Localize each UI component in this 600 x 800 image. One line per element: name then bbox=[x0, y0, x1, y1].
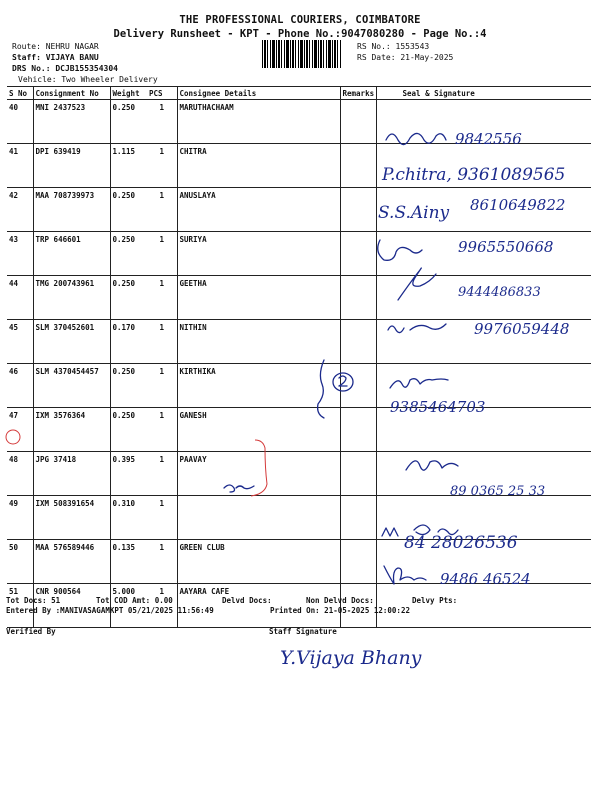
row-sno: 41 bbox=[7, 144, 33, 188]
row-weight: 0.250 bbox=[110, 276, 147, 320]
printed-on: Printed On: 21-05-2025 12:00:22 bbox=[270, 606, 410, 615]
row-consignment: IXM 3576364 bbox=[33, 408, 110, 452]
barcode bbox=[262, 40, 342, 68]
row-signature bbox=[376, 100, 591, 144]
row-consignment: TMG 200743961 bbox=[33, 276, 110, 320]
row-consignee bbox=[177, 496, 340, 540]
row-signature bbox=[376, 496, 591, 540]
row-consignment: SLM 4370454457 bbox=[33, 364, 110, 408]
row-sno: 51 bbox=[7, 584, 33, 628]
handwritten-phone-50: 84 28026536 bbox=[404, 533, 518, 553]
row-remarks bbox=[340, 188, 376, 232]
row-pcs: 1 bbox=[147, 540, 177, 584]
col-signature: Seal & Signature bbox=[376, 87, 591, 100]
row-pcs: 1 bbox=[147, 100, 177, 144]
row-consignment: MAA 708739973 bbox=[33, 188, 110, 232]
row-weight: 0.250 bbox=[110, 364, 147, 408]
row-consignment: DPI 639419 bbox=[33, 144, 110, 188]
drs-text: DRS No.: DCJB155354304 bbox=[12, 64, 118, 73]
row-weight: 0.395 bbox=[110, 452, 147, 496]
delvd-docs: Delvd Docs: bbox=[222, 596, 272, 605]
row-signature bbox=[376, 276, 591, 320]
row-consignment: SLM 370452601 bbox=[33, 320, 110, 364]
row-consignment: IXM 508391654 bbox=[33, 496, 110, 540]
row-pcs: 1 bbox=[147, 452, 177, 496]
handwritten-phone-47: 9385464703 bbox=[390, 398, 486, 416]
tot-cod: Tot COD Amt: 0.00 bbox=[96, 596, 173, 605]
handwritten-phone-44: 9444486833 bbox=[458, 285, 541, 300]
row-weight: 0.250 bbox=[110, 232, 147, 276]
row-weight: 1.115 bbox=[110, 144, 147, 188]
table-row bbox=[7, 452, 591, 496]
handwritten-phone-51: 9486 46524 bbox=[440, 570, 531, 588]
row-consignee: MARUTHACHAAM bbox=[177, 100, 340, 144]
delvy-pts: Delvy Pts: bbox=[412, 596, 458, 605]
row-pcs: 1 bbox=[147, 584, 177, 628]
row-consignment: JPG 37418 bbox=[33, 452, 110, 496]
row-consignee: KIRTHIKA bbox=[177, 364, 340, 408]
row-pcs: 1 bbox=[147, 276, 177, 320]
company-title: THE PROFESSIONAL COURIERS, COIMBATORE bbox=[179, 14, 421, 26]
handwritten-phone-42: 8610649822 bbox=[470, 196, 566, 214]
table-row bbox=[7, 188, 591, 232]
row-signature bbox=[376, 320, 591, 364]
row-sno: 47 bbox=[7, 408, 33, 452]
row-remarks bbox=[340, 496, 376, 540]
row-signature bbox=[376, 232, 591, 276]
row-consignment: MAA 576589446 bbox=[33, 540, 110, 584]
row-signature bbox=[376, 452, 591, 496]
entered-by: Entered By :MANIVASAGAMKPT 05/21/2025 11:56:49 bbox=[6, 606, 214, 615]
row-remarks bbox=[340, 320, 376, 364]
vehicle-text: Vehicle: Two Wheeler Delivery bbox=[18, 75, 158, 84]
row-sno: 48 bbox=[7, 452, 33, 496]
row-remarks bbox=[340, 452, 376, 496]
handwritten-phone-45: 9976059448 bbox=[474, 320, 570, 338]
row-consignment: TRP 646601 bbox=[33, 232, 110, 276]
row-consignee: GEETHA bbox=[177, 276, 340, 320]
meta-left bbox=[12, 41, 158, 85]
row-signature bbox=[376, 540, 591, 584]
row-consignee: GANESH bbox=[177, 408, 340, 452]
row-sno: 46 bbox=[7, 364, 33, 408]
table-header-row bbox=[7, 87, 591, 100]
row-remarks bbox=[340, 100, 376, 144]
rs-date-text: RS Date: 21-May-2025 bbox=[357, 53, 454, 62]
runsheet-title: Delivery Runsheet - KPT - Phone No.:9047080280 - Page No.:4 bbox=[113, 28, 487, 40]
row-remarks bbox=[340, 540, 376, 584]
row-sno: 43 bbox=[7, 232, 33, 276]
table-row bbox=[7, 144, 591, 188]
verified-by: Verified By bbox=[6, 627, 56, 636]
row-sno: 50 bbox=[7, 540, 33, 584]
col-consignment: Consignment No bbox=[33, 87, 110, 100]
row-pcs: 1 bbox=[147, 188, 177, 232]
col-consignee: Consignee Details bbox=[177, 87, 340, 100]
row-weight: 0.250 bbox=[110, 188, 147, 232]
table-row bbox=[7, 320, 591, 364]
row-consignment: MNI 2437523 bbox=[33, 100, 110, 144]
row-remarks bbox=[340, 408, 376, 452]
table-row bbox=[7, 100, 591, 144]
row-pcs: 1 bbox=[147, 232, 177, 276]
row-pcs: 1 bbox=[147, 320, 177, 364]
handwritten-phone-40: 9842556 bbox=[455, 130, 522, 148]
handwritten-phone-49: 89 0365 25 33 bbox=[450, 484, 546, 499]
row-sno: 45 bbox=[7, 320, 33, 364]
row-consignee: AAYARA CAFE bbox=[177, 584, 340, 628]
row-pcs: 1 bbox=[147, 144, 177, 188]
row-remarks bbox=[340, 144, 376, 188]
tot-docs: Tot Docs: 51 bbox=[6, 596, 61, 605]
handwritten-note-41: P.chitra, 9361089565 bbox=[382, 165, 566, 185]
col-sno: S No bbox=[7, 87, 33, 100]
row-pcs: 1 bbox=[147, 496, 177, 540]
row-weight: 0.135 bbox=[110, 540, 147, 584]
row-consignee: PAAVAY bbox=[177, 452, 340, 496]
table-row bbox=[7, 276, 591, 320]
table-row bbox=[7, 232, 591, 276]
row-consignee: GREEN CLUB bbox=[177, 540, 340, 584]
row-consignee: ANUSLAYA bbox=[177, 188, 340, 232]
row-signature bbox=[376, 408, 591, 452]
row-signature bbox=[376, 188, 591, 232]
table-row bbox=[7, 408, 591, 452]
row-weight: 0.310 bbox=[110, 496, 147, 540]
table-row bbox=[7, 540, 591, 584]
row-remarks bbox=[340, 232, 376, 276]
row-pcs: 1 bbox=[147, 364, 177, 408]
runsheet-table bbox=[7, 86, 591, 628]
row-consignee: NITHIN bbox=[177, 320, 340, 364]
row-sno: 40 bbox=[7, 100, 33, 144]
meta-right bbox=[357, 41, 453, 63]
row-weight: 5.000 bbox=[110, 584, 147, 628]
staff-signature-handwriting: Y.Vijaya Bhany bbox=[280, 647, 422, 669]
row-consignee: SURIYA bbox=[177, 232, 340, 276]
col-weight: Weight bbox=[110, 87, 147, 100]
row-pcs: 1 bbox=[147, 408, 177, 452]
staff-text: Staff: VIJAYA BANU bbox=[12, 53, 99, 62]
row-signature bbox=[376, 364, 591, 408]
col-pcs: PCS bbox=[147, 87, 177, 100]
row-weight: 0.250 bbox=[110, 100, 147, 144]
handwritten-phone-43: 9965550668 bbox=[458, 238, 554, 256]
row-consignee: CHITRA bbox=[177, 144, 340, 188]
row-sno: 42 bbox=[7, 188, 33, 232]
row-signature bbox=[376, 144, 591, 188]
row-weight: 0.250 bbox=[110, 408, 147, 452]
row-sno: 49 bbox=[7, 496, 33, 540]
col-remarks: Remarks bbox=[340, 87, 376, 100]
route-text: Route: NEHRU NAGAR bbox=[12, 42, 99, 51]
row-consignment: CNR 900564 bbox=[33, 584, 110, 628]
handwritten-name-42: S.S.Ainy bbox=[378, 203, 450, 223]
rs-no-text: RS No.: 1553543 bbox=[357, 42, 430, 51]
table-row bbox=[7, 364, 591, 408]
row-remarks bbox=[340, 276, 376, 320]
row-sno: 44 bbox=[7, 276, 33, 320]
table-row bbox=[7, 496, 591, 540]
row-remarks bbox=[340, 364, 376, 408]
staff-signature-label: Staff Signature bbox=[269, 627, 337, 636]
row-weight: 0.170 bbox=[110, 320, 147, 364]
non-delvd-docs: Non Delvd Docs: bbox=[306, 596, 374, 605]
